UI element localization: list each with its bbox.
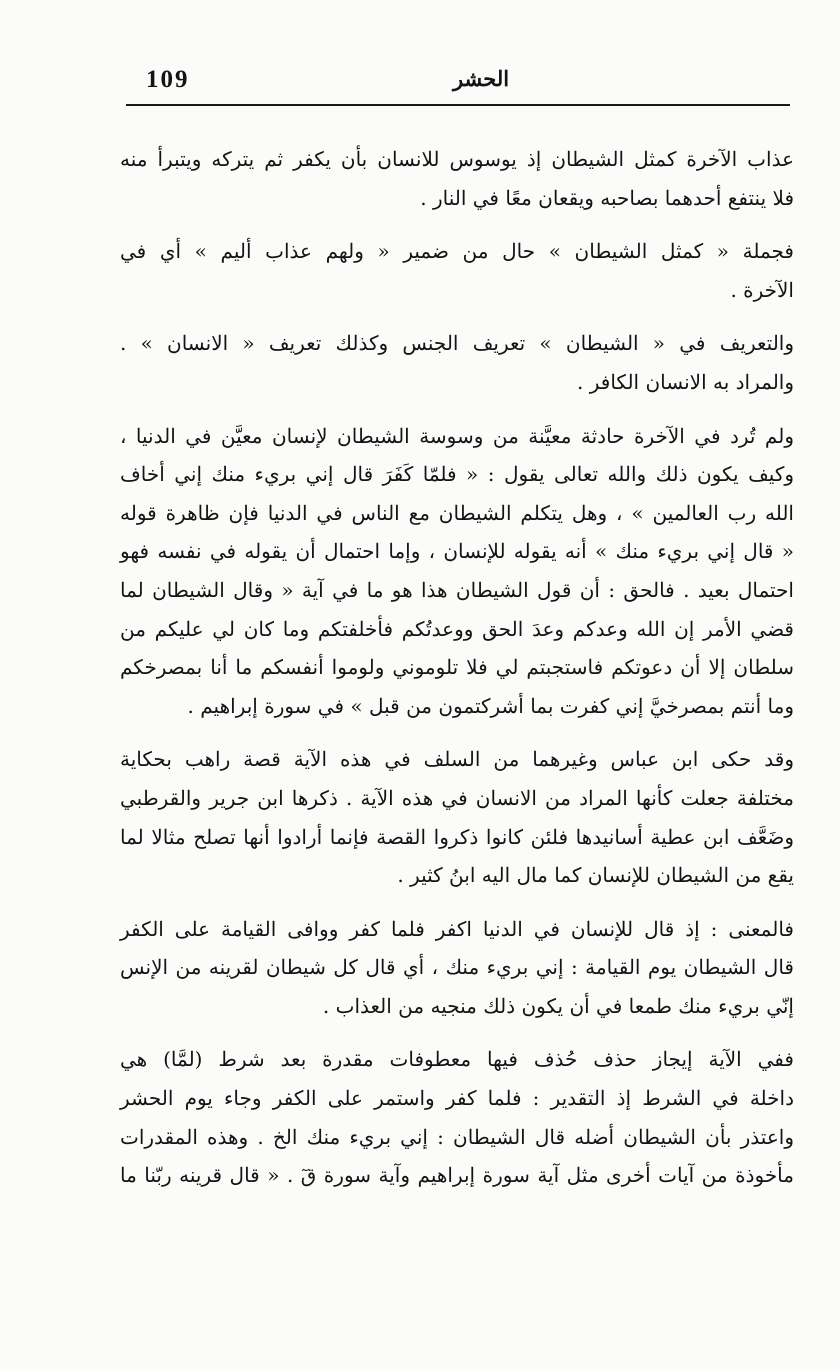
text-line: يقع من الشيطان للإنسان كما مال اليه ابنُ كثير . <box>397 863 794 888</box>
text-line: « قال إني بريء منك » أنه يقوله للإنسان ، وإما احتمال أن يقوله في نفسه فهو <box>120 539 794 564</box>
text-line: والمراد به الانسان الكافر . <box>577 369 794 394</box>
text-line: قضي الأمر إن الله وعدكم وعدَ الحق ووعدتُكم فأخلفتكم وما كان لي عليكم من <box>120 616 794 641</box>
paragraph <box>120 910 794 1026</box>
text-line: الآخرة . <box>730 277 794 302</box>
text-line: وكيف يكون ذلك والله تعالى يقول : « فلمّا كَفَرَ قال إني بريء منك إني أخاف <box>120 462 794 487</box>
text-line: فجملة « كمثل الشيطان » حال من ضمير « ولهم عذاب أليم » أي في <box>120 239 794 264</box>
text-line: إنّي بريء منك طمعا في أن يكون ذلك منجيه من العذاب . <box>322 993 794 1018</box>
text-line: عذاب الآخرة كمثل الشيطان إذ يوسوس للانسان بأن يكفر ثم يتركه ويتبرأ منه <box>120 147 794 171</box>
paragraph <box>120 740 794 894</box>
text-line: الله رب العالمين » ، وهل يتكلم الشيطان مع الناس في الدنيا فإن ظاهرة قوله <box>120 500 794 525</box>
paragraph <box>120 324 794 401</box>
text-line: مختلفة جعلت كأنها المراد من الانسان في هذه الآية . ذكرها ابن جرير والقرطبي <box>120 785 794 810</box>
page-header <box>126 62 790 102</box>
text-line: وقد حكى ابن عباس وغيرهما من السلف في هذه الآية قصة راهب بحكاية <box>120 747 794 772</box>
running-title: الحشر <box>452 66 510 91</box>
text-line: وضَعَّف ابن عطية أسانيدها فلئن كانوا ذكروا القصة فإنما أرادوا أنها تصلح مثالا لما <box>120 824 794 849</box>
text-line: سلطان إلا أن دعوتكم فاستجبتم لي فلا تلوموني ولوموا أنفسكم ما أنا بمصرخكم <box>120 655 794 680</box>
text-line: وما أنتم بمصرخيَّ إني كفرت بما أشركتمون من قبل » في سورة إبراهيم . <box>187 693 794 718</box>
text-line: ففي الآية إيجاز حذف حُذف فيها معطوفات مقدرة بعد شرط (لمَّا) هي <box>120 1047 794 1072</box>
paragraph <box>120 232 794 309</box>
text-line: فالمعنى : إذ قال للإنسان في الدنيا اكفر فلما كفر ووافى القيامة على الكفر <box>120 916 794 941</box>
text-line: واعتذر بأن الشيطان أضله قال الشيطان : إني بريء منك الخ . وهذه المقدرات <box>120 1124 794 1149</box>
text-line: والتعريف في « الشيطان » تعريف الجنس وكذلك تعريف « الانسان » . <box>120 331 794 356</box>
paragraph <box>120 417 794 726</box>
text-line: داخلة في الشرط إذ التقدير : فلما كفر واستمر على الكفر وجاء يوم الحشر <box>120 1086 794 1111</box>
text-line: فلا ينتفع أحدهما بصاحبه ويقعان معًا في النار . <box>420 185 794 210</box>
text-line: ولم تُرد في الآخرة حادثة معيَّنة من وسوسة الشيطان لإنسان معيَّن في الدنيا ، <box>120 423 794 448</box>
paragraph <box>120 1040 794 1194</box>
paragraph <box>120 140 794 217</box>
page-body <box>120 140 794 1210</box>
text-line: احتمال بعيد . فالحق : أن قول الشيطان هذا هو ما في آية « وقال الشيطان لما <box>120 577 794 602</box>
text-line: مأخوذة من آيات أخرى مثل آية سورة إبراهيم وآية سورة قٓ . « قال قرينه ربّنا ما <box>120 1163 794 1188</box>
text-line: قال الشيطان يوم القيامة : إني بريء منك ، أي قال كل شيطان لقرينه من الإنس <box>120 955 794 980</box>
header-rule <box>126 104 790 106</box>
page-number: 109 <box>146 66 190 93</box>
